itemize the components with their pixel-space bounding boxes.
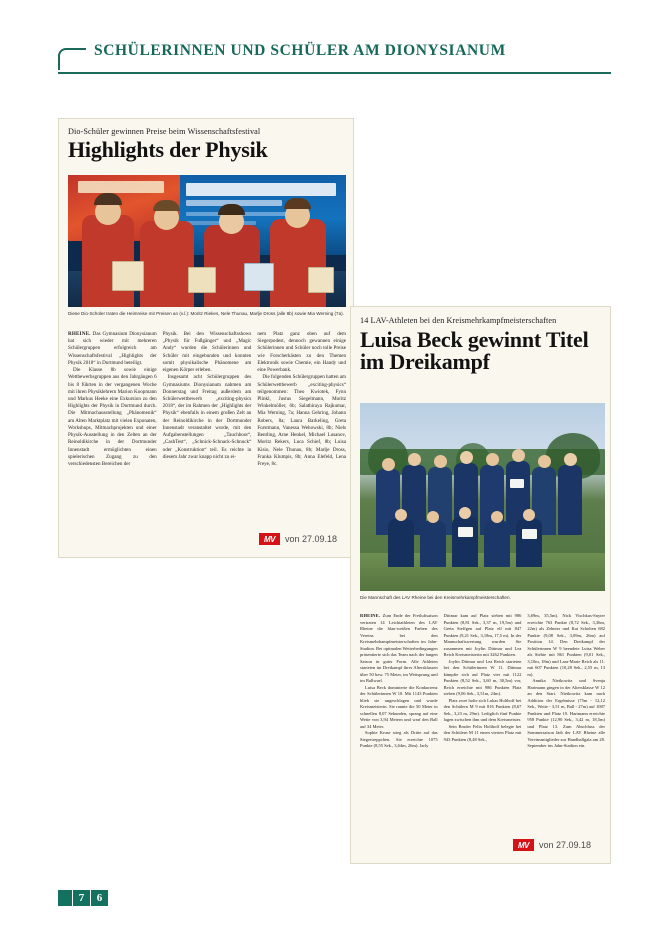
article1-body (68, 331, 346, 468)
article1-c3-p1: nem Platz ganz oben auf dem Siegerpodest, dennoch gewannen einige Schülerinnen und Schüler noch tolle Preise wie Forscherkästen zu den Themen Elektronik sowie Chemie, ein Handy und eine Powerbank. (257, 331, 347, 374)
article2-column-3 (527, 613, 605, 750)
article1-column-1 (68, 331, 157, 468)
article-luisa-beck-gewinnt-titel (350, 306, 611, 864)
article1-column-3 (257, 331, 346, 468)
article1-byline (259, 533, 337, 545)
article1-kicker: Dio-Schüler gewinnen Preise beim Wissenschaftsfestival (68, 127, 261, 136)
article-highlights-der-physik (58, 118, 354, 558)
corner-bracket-icon (58, 48, 86, 70)
article2-c2-p4: Sein Bruder Felix Holthoff belegte bei den Schülern M 11 einen vierten Platz mit 943 Punkten (8,48 Sek., (443, 723, 522, 742)
article1-c1-p2: Die Klasse 8b sowie einige Wettbewerbsgruppen aus den Jahrgängen 6 bis 8 führten in der vergangenen Woche mit ihren Physiklehrern Marion Koopmann und Markus Heeke eine Exkursion zu den Highlights der Physik in Dortmund durch. Die Mitmachausstellung „Phänomenik“ am Alten Marktplatz mit vielen Exponaten, Workshops, Mitmachprojekten und einer Physik-Ausstellung in den Zelten an der Reinoldikirche in der Dortmunder Innenstadt ermöglichten einen spielerischen Zugang zu den verschiedensten Bereichen der (68, 367, 157, 467)
article2-c1-p1: Zum Ende der Freiluftsaison vertraten 14 Leichtathleten des LAV Rheine die blau-weißen Farben des Vereins bei den Kreismehrkampfmeisterschaften im Jahn-Stadion. Bei optimalen Wetterbedingungen präsentierte sich das Team nach der langen Saison in guter Form. Alle Athleten starteten im Dreikampf ihrer Altersklassen über 50 bzw. 75 Meter, im Weitsprung und im Ballwurf. (360, 613, 438, 684)
article2-c2-p1: Dittmar kam auf Platz sieben mit 986 Punkten (8,81 Sek., 3,37 m, 19,5m) und Greta Steffgen auf Platz elf mit 847 Punkten (9,21 Sek., 3,18m, 17,5 m). In der Mannschaftswertung wurden Sie zusammen mit Joylin Dittmar und Lea Reich Kreismeisterin mit 3262 Punkten. (443, 613, 522, 658)
page-footer (58, 890, 108, 906)
article2-c2-p2: Joylin Dittmar und Lea Reich starteten bei den Schülerinnen W 11. Dittmar kämpfte sich auf Platz vier mit 1122 Punkten (8,52 Sek., 3,60 m, 30,5m) vor, Reich erreichte mit 986 Punkten Platz sieben (9,06 Sek., 3,51m, 24m). (443, 658, 522, 697)
article2-photo (360, 403, 605, 591)
header-rule (58, 72, 611, 74)
article1-c1-p1: Das Gymnasium Dionysianum hat sich wieder mit mehreren Schülergruppen erfolgreich am Wissenschaftsfestival „Highlights der Physik 2018“ in Dortmund beteiligt. (68, 331, 157, 366)
article2-c3-p2: Annika Nietkowitz und Svenja Hartmann gingen in der Altersklasse W 12 an den Start. Nietkowitz kam nach Addition der Ergebnisse (75m - 12,12 Sek., Weite - 3,51 m, Ball - 27m) auf 1087 Punkten und Platz 10. Hartmann erreichte 958 Punkte (12,90 Sek., 3,42 m, 18,5m) und Platz 13. Zum Abschluss der Sommersaison lädt der LAV Rheine alle Vereinsmitglieder zur Handballgala am 28. September ins Jahn-Stadion ein. (527, 678, 606, 749)
section-title: SCHÜLERINNEN UND SCHÜLER AM DIONYSIANUM (94, 42, 506, 59)
footer-accent-block (58, 890, 72, 906)
article2-kicker: 14 LAV-Athleten bei den Kreismehrkampfmeisterschaften (360, 316, 557, 325)
article2-byline-date: von 27.09.18 (539, 840, 592, 850)
article1-photo-caption: Diese Dio-Schüler traten die Heimreise mit Preisen an (v.l.): Moritz Riekes, Nele Thunau, Marlje Dross (alle 8b) sowie Mia Werning (7a). (68, 311, 344, 316)
article2-column-1 (360, 613, 438, 750)
mv-logo-icon: MV (259, 533, 280, 545)
article1-headline: Highlights der Physik (68, 137, 268, 163)
footer-page-left: 7 (72, 890, 90, 906)
article1-photo (68, 175, 346, 307)
article2-byline (513, 839, 591, 851)
article2-c1-p3: Sophie Kruse stieg als Dritte auf das Siegertreppchen. Sie erreichte 1075 Punkte (8,55 Sek., 3,64m, 26m). Jarly (360, 730, 438, 749)
article2-body (360, 613, 605, 750)
article2-photo-caption: Die Mannschaft des LAV Rheine bei den Kreismehrkampfmeisterschaften. (360, 595, 511, 600)
article1-c2-p2: Insgesamt acht Schülergruppen des Gymnasiums Dionysianum nahmen am Donnerstag und Freitag außerdem am Schülerwettbewerb „exciting-physics 2018“, der im Rahmen der „Highlights der Physik“ ebenfalls in einem großen Zelt an der Reinoldikirche in der Dortmunder Innenstadt veranstaltet wurde, mit den Aufgabenstellungen „Tauchboot“, „CashTest“, „Schnick-Schnack-Schnuck“ oder „Konstruktion“ teil. Es reichte in diesem Jahr zwar knapp nicht zu ei- (162, 374, 252, 460)
article1-column-2 (163, 331, 252, 468)
article2-column-2 (444, 613, 522, 750)
article1-head (68, 127, 346, 161)
article2-headline: Luisa Beck gewinnt Titel im Dreikampf (360, 327, 589, 375)
section-header (58, 42, 611, 74)
article2-c3-p1: 3,69m, 35,5m). Nick Vischkus-Suyter erreichte 763 Punkte (8,72 Sek., 3,36m, 22m) als Zehnter und Kai Scholten 682 Punkte (9,08 Sek., 3,09m, 26m) auf Position 14. Den Dreikampf der Schülerinnen W 9 beendete Luisa Weber als Siebte mit 861 Punkten (9,01 Sek., 3,10m, 18m) und Lara-Marie Reich als 11. mit 607 Punkten (10,28 Sek., 2,55 m, 13 m). (527, 613, 606, 677)
article2-dateline: RHEINE. (360, 613, 381, 618)
article2-c2-p3: Platz zwei holte sich Lukas Holthoff bei den Schülern M 9 mit 816 Punkten (8,67 Sek., 3,23 m, 29m). Lediglich fünf Punkte lagen zwischen ihm und dem Kreismeister. (443, 697, 522, 723)
mv-logo-icon: MV (513, 839, 534, 851)
article1-c2-p1: Physik. Bei den Wissenschaftsshows „Physik für Fußgänger“ und „Magic Andy“ wurden die Schülerinnen und Schüler mit eingebunden und konnten somit physikalische Phänomene am eigenen Körper erleben. (162, 331, 252, 374)
article2-head (360, 316, 605, 374)
article1-byline-date: von 27.09.18 (285, 534, 338, 544)
article1-dateline: RHEINE. (68, 331, 91, 337)
article1-c3-p2: Die folgenden Schülergruppen hatten am Schülerwettbewerb „exciting-physics“ teilgenommen: Theo Kwiotek, Fynn Plinkl, Justus Siegelmann, Moritz Winkelmöller, 6b; Salathiraya Rajkumar, Mia Werning, 7a; Hanna Gehring, Johann Robers, 8a; Laura Barkeling, Greta Forstmann, Vanessa Wehowski, 8b; Niels Bentling, Arne Henkel, Michael Lusanov, Moritz Rekers, Luca Schief, 8b; Luisa Kisio, Nele Thunau, 8b; Marlje Dross, Franka Klumpis, 8b; Anna Elefeld, Lena Freye, 8c. (257, 374, 347, 467)
footer-page-right: 6 (90, 890, 108, 906)
article2-c1-p2: Luisa Beck dominierte die Konkurrenz der Schülerinnen W 10. Mit 1143 Punkten blieb sie ungeschlagen und wurde Kreismeisterin. Sie rannte die 50 Meter in schnellen 8,07 Sekunden, sprang auf eine Weite von 3,94 Metern und warf den Ball auf 34 Meter. (360, 684, 438, 729)
